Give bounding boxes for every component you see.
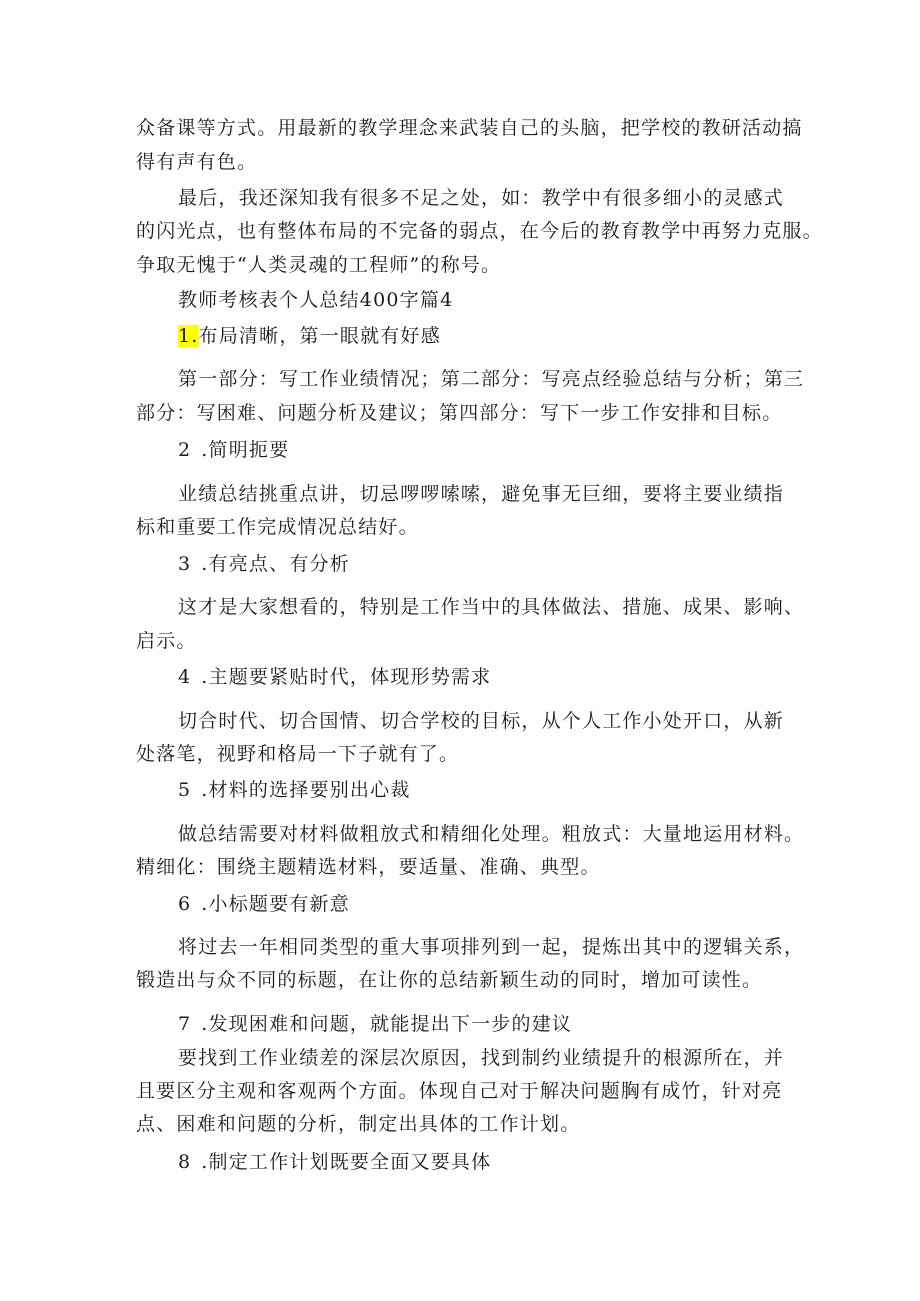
item-number: 6: [178, 893, 192, 915]
item-title: .小标题要有新意: [201, 893, 350, 915]
item-title: .主题要紧贴时代，体现形势需求: [201, 666, 492, 688]
item-heading: [178, 778, 411, 802]
item-heading: [178, 438, 289, 462]
item-body-line: 处落笔，视野和格局一下子就有了。: [136, 743, 460, 765]
section-title: 教师考核表个人总结400字篇4: [178, 289, 454, 311]
item-body-line: 启示。: [136, 630, 197, 652]
item-body-line: 做总结需要对材料做粗放式和精细化处理。粗放式：大量地运用材料。: [178, 823, 805, 845]
item-body-line: 精细化：围绕主题精选材料，要适量、准确、典型。: [136, 856, 601, 878]
item-heading: [178, 552, 350, 576]
item-body-line: 业绩总结挑重点讲，切忌啰啰嗦嗦，避免事无巨细，要将主要业绩指: [178, 483, 785, 505]
item-body-line: 将过去一年相同类型的重大事项排列到一起，提炼出其中的逻辑关系，: [178, 936, 805, 958]
item-body-line: 切合时代、切合国情、切合学校的目标，从个人工作小处开口，从新: [178, 710, 785, 732]
paragraph-line: 的闪光点，也有整体布局的不完备的弱点，在今后的教育教学中再努力克服。: [136, 220, 823, 242]
item-title: .发现困难和问题，就能提出下一步的建议: [201, 1013, 573, 1035]
item-number: 2: [178, 439, 192, 461]
item-heading: [178, 324, 441, 348]
item-title: .有亮点、有分析: [201, 553, 350, 575]
item-title: .简明扼要: [201, 439, 290, 461]
item-body-line: 这才是大家想看的，特别是工作当中的具体做法、措施、成果、影响、: [178, 596, 805, 618]
item-title: 布局清晰，第一眼就有好感: [198, 325, 441, 347]
item-body-line: 第一部分：写工作业绩情况；第二部分：写亮点经验总结与分析；第三: [178, 368, 805, 390]
item-body-line: 点、困难和问题的分析，制定出具体的工作计划。: [136, 1113, 581, 1135]
item-number: 5: [178, 779, 192, 801]
paragraph-line: 得有声有色。: [136, 151, 258, 173]
item-body-line: 且要区分主观和客观两个方面。体现自己对于解决问题胸有成竹，针对亮: [136, 1080, 783, 1102]
item-number: 4: [178, 666, 192, 688]
item-title: .制定工作计划既要全面又要具体: [201, 1151, 492, 1173]
item-body-line: 锻造出与众不同的标题，在让你的总结新颖生动的同时，增加可读性。: [136, 969, 763, 991]
highlighted-number: 1.: [178, 325, 199, 347]
item-heading: [178, 892, 350, 916]
item-heading: [178, 1150, 491, 1174]
item-body-line: 要找到工作业绩差的深层次原因，找到制约业绩提升的根源所在，并: [178, 1047, 785, 1069]
item-title: .材料的选择要别出心裁: [201, 779, 411, 801]
paragraph-line: 众备课等方式。用最新的教学理念来武装自己的头脑，把学校的教研活动搞: [136, 117, 803, 139]
item-number: 3: [178, 553, 192, 575]
item-number: 8: [178, 1151, 192, 1173]
item-body-line: 部分：写困难、问题分析及建议；第四部分：写下一步工作安排和目标。: [136, 402, 783, 424]
item-number: 7: [178, 1013, 192, 1035]
item-heading: [178, 665, 491, 689]
item-body-line: 标和重要工作完成情况总结好。: [136, 516, 419, 538]
paragraph-line: 争取无愧于“人类灵魂的工程师”的称号。: [136, 254, 502, 276]
item-heading: [178, 1012, 572, 1036]
paragraph-line: 最后，我还深知我有很多不足之处，如：教学中有很多细小的灵感式: [178, 187, 785, 209]
